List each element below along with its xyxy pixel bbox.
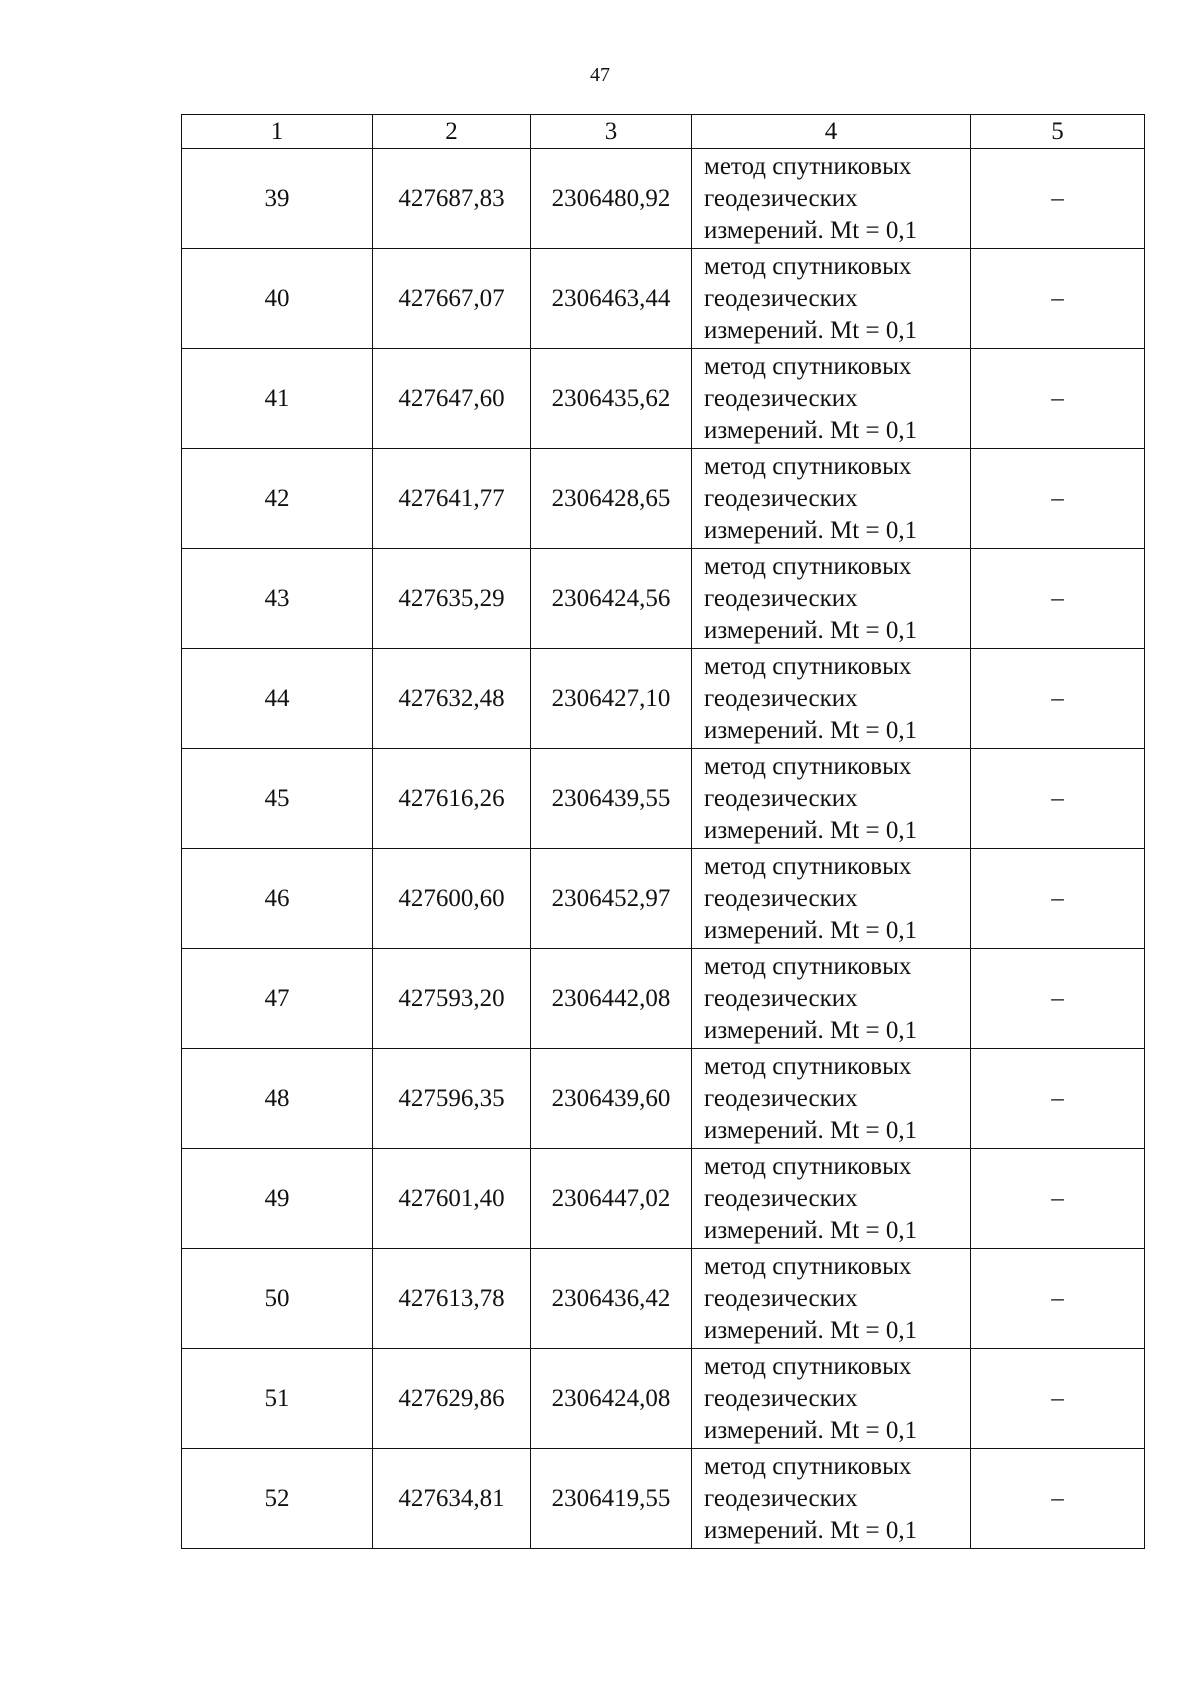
table-row [182, 749, 1145, 849]
method-cell [692, 1049, 971, 1149]
y-coordinate-cell: 2306435,62 [531, 349, 692, 449]
x-coordinate-cell: 427635,29 [373, 549, 531, 649]
y-coordinate-cell: 2306439,55 [531, 749, 692, 849]
note-cell: – [971, 249, 1145, 349]
point-number-cell: 46 [182, 849, 373, 949]
note-cell: – [971, 349, 1145, 449]
x-coordinate-cell: 427600,60 [373, 849, 531, 949]
table-row [182, 1149, 1145, 1249]
x-coordinate-cell: 427667,07 [373, 249, 531, 349]
note-cell: – [971, 1449, 1145, 1549]
note-cell: – [971, 849, 1145, 949]
method-line: метод спутниковых [704, 952, 912, 980]
point-number-cell: 41 [182, 349, 373, 449]
table-row [182, 1049, 1145, 1149]
table-row [182, 1249, 1145, 1349]
method-line: метод спутниковых [704, 852, 912, 880]
method-cell [692, 449, 971, 549]
header-cell-5: 5 [971, 115, 1145, 149]
point-number-cell: 44 [182, 649, 373, 749]
method-line: измерений. Mt = 0,1 [704, 716, 918, 744]
y-coordinate-cell: 2306447,02 [531, 1149, 692, 1249]
method-line: измерений. Mt = 0,1 [704, 1516, 918, 1544]
method-line: геодезических [704, 784, 858, 812]
method-cell [692, 149, 971, 249]
method-line: метод спутниковых [704, 452, 912, 480]
header-cell-1: 1 [182, 115, 373, 149]
page-number: 47 [590, 64, 610, 86]
method-cell [692, 349, 971, 449]
method-line: измерений. Mt = 0,1 [704, 216, 918, 244]
point-number-cell: 42 [182, 449, 373, 549]
point-number-cell: 40 [182, 249, 373, 349]
method-line: геодезических [704, 684, 858, 712]
note-cell: – [971, 1349, 1145, 1449]
point-number-cell: 51 [182, 1349, 373, 1449]
method-line: метод спутниковых [704, 552, 912, 580]
method-line: метод спутниковых [704, 1052, 912, 1080]
table-row [182, 249, 1145, 349]
table-body [182, 149, 1145, 1549]
point-number-cell: 48 [182, 1049, 373, 1149]
note-cell: – [971, 449, 1145, 549]
x-coordinate-cell: 427629,86 [373, 1349, 531, 1449]
method-line: измерений. Mt = 0,1 [704, 1216, 918, 1244]
x-coordinate-cell: 427613,78 [373, 1249, 531, 1349]
point-number-cell: 47 [182, 949, 373, 1049]
method-cell [692, 1149, 971, 1249]
x-coordinate-cell: 427641,77 [373, 449, 531, 549]
method-cell [692, 549, 971, 649]
y-coordinate-cell: 2306436,42 [531, 1249, 692, 1349]
header-row [182, 115, 1145, 149]
method-line: измерений. Mt = 0,1 [704, 1416, 918, 1444]
method-cell [692, 849, 971, 949]
x-coordinate-cell: 427593,20 [373, 949, 531, 1049]
table-row [182, 549, 1145, 649]
y-coordinate-cell: 2306439,60 [531, 1049, 692, 1149]
method-cell [692, 1449, 971, 1549]
y-coordinate-cell: 2306442,08 [531, 949, 692, 1049]
method-line: измерений. Mt = 0,1 [704, 316, 918, 344]
point-number-cell: 39 [182, 149, 373, 249]
table-row [182, 449, 1145, 549]
point-number-cell: 45 [182, 749, 373, 849]
method-line: геодезических [704, 884, 858, 912]
method-cell [692, 249, 971, 349]
method-line: метод спутниковых [704, 1452, 912, 1480]
method-line: измерений. Mt = 0,1 [704, 916, 918, 944]
method-cell [692, 1349, 971, 1449]
point-number-cell: 43 [182, 549, 373, 649]
table-row [182, 349, 1145, 449]
x-coordinate-cell: 427687,83 [373, 149, 531, 249]
method-cell [692, 949, 971, 1049]
point-number-cell: 52 [182, 1449, 373, 1549]
y-coordinate-cell: 2306452,97 [531, 849, 692, 949]
x-coordinate-cell: 427616,26 [373, 749, 531, 849]
method-cell [692, 749, 971, 849]
method-line: измерений. Mt = 0,1 [704, 616, 918, 644]
method-cell [692, 649, 971, 749]
table-row [182, 1449, 1145, 1549]
y-coordinate-cell: 2306424,56 [531, 549, 692, 649]
method-line: измерений. Mt = 0,1 [704, 1116, 918, 1144]
y-coordinate-cell: 2306424,08 [531, 1349, 692, 1449]
method-line: геодезических [704, 1084, 858, 1112]
table-header [182, 115, 1145, 149]
note-cell: – [971, 549, 1145, 649]
x-coordinate-cell: 427647,60 [373, 349, 531, 449]
method-line: метод спутниковых [704, 252, 912, 280]
method-line: геодезических [704, 1284, 858, 1312]
note-cell: – [971, 949, 1145, 1049]
note-cell: – [971, 1249, 1145, 1349]
table-row [182, 1349, 1145, 1449]
header-cell-3: 3 [531, 115, 692, 149]
method-line: измерений. Mt = 0,1 [704, 516, 918, 544]
table-row [182, 149, 1145, 249]
header-cell-4: 4 [692, 115, 971, 149]
method-line: геодезических [704, 1484, 858, 1512]
x-coordinate-cell: 427596,35 [373, 1049, 531, 1149]
table-row [182, 949, 1145, 1049]
note-cell: – [971, 1149, 1145, 1249]
method-line: геодезических [704, 484, 858, 512]
note-cell: – [971, 1049, 1145, 1149]
method-line: метод спутниковых [704, 1352, 912, 1380]
method-line: геодезических [704, 1184, 858, 1212]
x-coordinate-cell: 427601,40 [373, 1149, 531, 1249]
y-coordinate-cell: 2306427,10 [531, 649, 692, 749]
y-coordinate-cell: 2306463,44 [531, 249, 692, 349]
y-coordinate-cell: 2306480,92 [531, 149, 692, 249]
y-coordinate-cell: 2306419,55 [531, 1449, 692, 1549]
method-line: геодезических [704, 184, 858, 212]
note-cell: – [971, 649, 1145, 749]
header-cell-2: 2 [373, 115, 531, 149]
method-line: метод спутниковых [704, 352, 912, 380]
method-line: геодезических [704, 384, 858, 412]
method-line: геодезических [704, 984, 858, 1012]
method-line: метод спутниковых [704, 652, 912, 680]
point-number-cell: 49 [182, 1149, 373, 1249]
method-line: геодезических [704, 1384, 858, 1412]
table-row [182, 649, 1145, 749]
method-line: геодезических [704, 284, 858, 312]
table-row [182, 849, 1145, 949]
x-coordinate-cell: 427632,48 [373, 649, 531, 749]
method-line: измерений. Mt = 0,1 [704, 416, 918, 444]
method-line: измерений. Mt = 0,1 [704, 1016, 918, 1044]
y-coordinate-cell: 2306428,65 [531, 449, 692, 549]
point-number-cell: 50 [182, 1249, 373, 1349]
coordinates-table [181, 114, 1145, 1549]
method-cell [692, 1249, 971, 1349]
method-line: измерений. Mt = 0,1 [704, 1316, 918, 1344]
x-coordinate-cell: 427634,81 [373, 1449, 531, 1549]
method-line: геодезических [704, 584, 858, 612]
method-line: измерений. Mt = 0,1 [704, 816, 918, 844]
note-cell: – [971, 749, 1145, 849]
note-cell: – [971, 149, 1145, 249]
method-line: метод спутниковых [704, 152, 912, 180]
method-line: метод спутниковых [704, 1252, 912, 1280]
method-line: метод спутниковых [704, 752, 912, 780]
method-line: метод спутниковых [704, 1152, 912, 1180]
